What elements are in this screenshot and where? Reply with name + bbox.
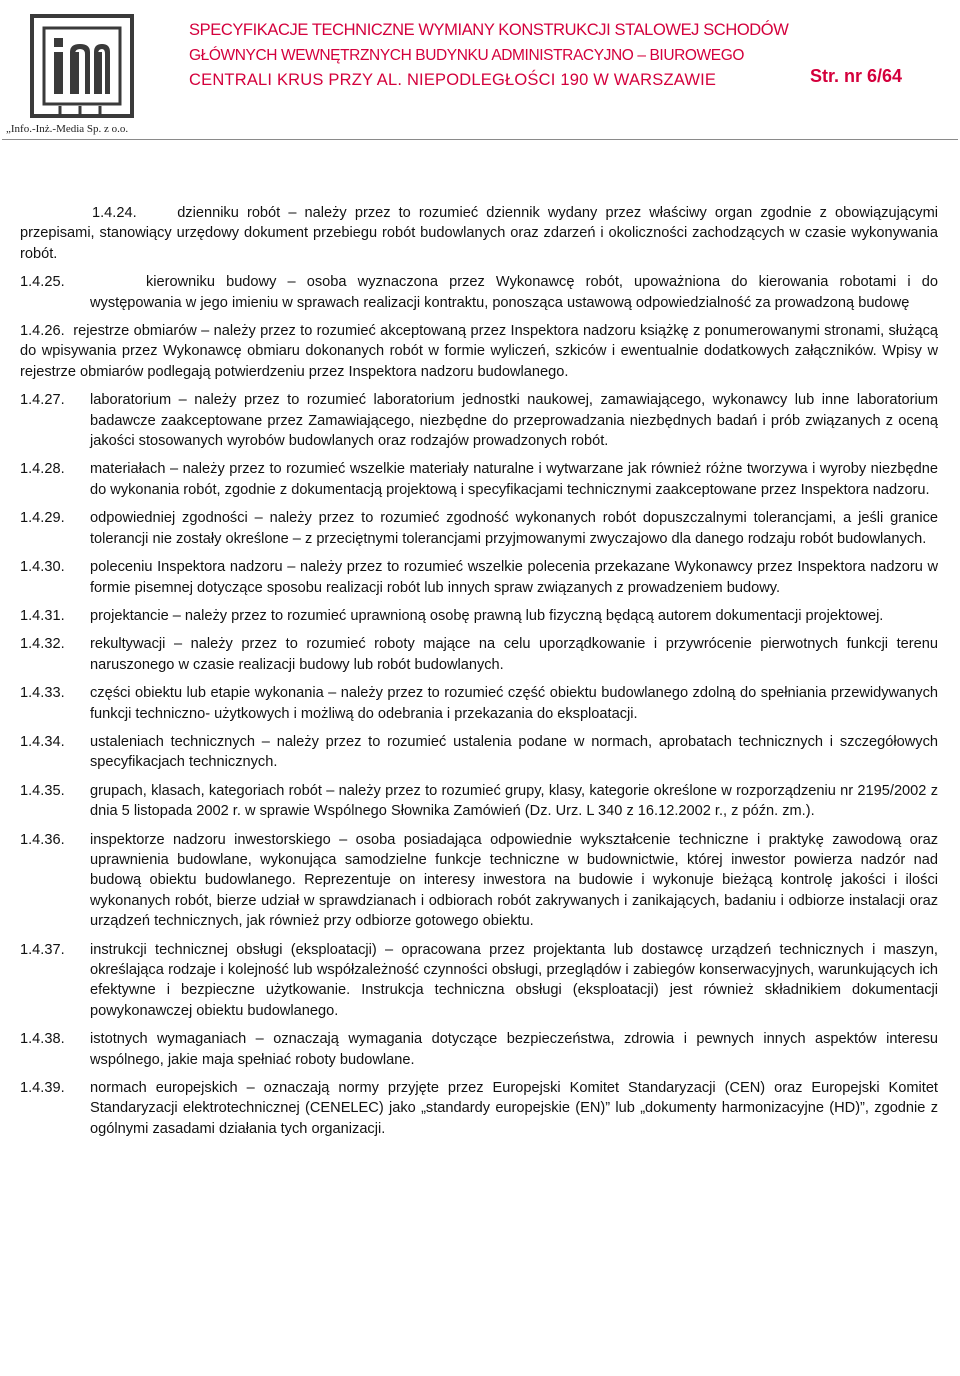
definition-item (20, 781, 938, 822)
definition-number: 1.4.36. (20, 831, 65, 848)
definition-item (20, 1029, 938, 1070)
definition-item (20, 321, 938, 382)
definition-item (20, 830, 938, 932)
definition-item (20, 557, 938, 598)
definition-text: inspektorze nadzoru inwestorskiego – osoba posiadająca odpowiednie wykształcenie techniczne i praktykę zawodową oraz uprawnienia budowlane, wykonująca samodzielne funkcje techniczne w budownictwie, której inwestor powierza nadzór nad budową obiektu budowlanego. Reprezentuje on interesy inwestora na budowie i wykonuje bieżącą kontrolę jakości i ilości wykonanych robót, bierze udział w sprawdzianach i odbiorach robót zakrywanych i zanikających, badaniu i odbiorze instalacji oraz urządzeń technicznych, jak również przy odbiorze gotowego obiektu. (90, 831, 938, 930)
definition-text: grupach, klasach, kategoriach robót – należy przez to rozumieć grupy, klasy, kategorie określone w rozporządzeniu nr 2195/2002 z dnia 5 listopada 2002 r. w sprawie Wspólnego Słownika Zamówień (Dz. Urz. L 340 z 16.12.2002 r., z późn. zm.). (90, 782, 938, 820)
definition-item (20, 390, 938, 451)
page-number: Str. nr 6/64 (810, 66, 903, 86)
definition-item (20, 606, 938, 626)
definition-number: 1.4.27. (20, 392, 65, 409)
definition-item (20, 683, 938, 724)
title-line-2: GŁÓWNYCH WEWNĘTRZNYCH BUDYNKU ADMINISTRACYJNO – BIUROWEGO (189, 47, 745, 64)
definition-text: ustaleniach technicznych – należy przez to rozumieć ustalenia podane w normach, aprobatach technicznych i szczegółowych specyfikacjach technicznych. (90, 733, 938, 771)
definition-item (20, 940, 938, 1022)
page-header (0, 0, 960, 140)
title-line-1: SPECYFIKACJE TECHNICZNE WYMIANY KONSTRUKCJI STALOWEJ SCHODÓW (189, 21, 789, 39)
definition-text: instrukcji technicznej obsługi (eksploatacji) – opracowana przez projektanta lub dostawcę urządzeń technicznych i maszyn, określająca rodzaje i kolejność lub współzależność czynności obsługi, przeglądów i zabiegów konserwacyjnych, warunkujących ich efektywne i bezpieczne użytkowanie. Instrukcja techniczna obsługi (eksploatacji) jest również składnikiem dokumentacji powykonawczej obiektu budowlanego. (90, 941, 938, 1019)
definition-item (20, 459, 938, 500)
title-line-3: CENTRALI KRUS PRZY AL. NIEPODLEGŁOŚCI 190 W WARSZAWIE (189, 71, 717, 89)
definition-text: rekultywacji – należy przez to rozumieć roboty mające na celu uporządkowanie i przywrócenie pierwotnych funkcji terenu naruszonego w czasie realizacji budowy lub robót budowlanych. (90, 636, 938, 673)
definition-number: 1.4.38. (20, 1031, 65, 1048)
definitions-list (20, 203, 938, 1139)
definition-item (20, 1078, 938, 1139)
definition-item (20, 508, 938, 549)
definition-text: istotnych wymaganiach – oznaczają wymagania dotyczące bezpieczeństwa, zdrowia i pewnych innych aspektów interesu wspólnego, jakie maja spełniać roboty budowlane. (90, 1031, 938, 1068)
definition-number: 1.4.31. (20, 607, 65, 624)
definition-item (20, 203, 938, 264)
definition-number: 1.4.25. (20, 274, 65, 291)
definition-number: 1.4.32. (20, 636, 65, 653)
definition-number: 1.4.24. (92, 205, 137, 221)
definition-number: 1.4.39. (20, 1080, 65, 1097)
definition-item (20, 272, 938, 313)
company-name: „Info.-Inż.-Media Sp. z o.o. (6, 123, 129, 135)
definition-number: 1.4.34. (20, 733, 65, 750)
definition-text: projektancie – należy przez to rozumieć uprawnioną osobę prawną lub fizyczną będącą autorem dokumentacji projektowej. (90, 607, 884, 624)
definition-text: materiałach – należy przez to rozumieć wszelkie materiały naturalne i wytwarzane jak również różne tworzywa i wyroby niezbędne do wykonania robót, zgodnie z dokumentacją projektową i specyfikacjami technicznymi zaakceptowane przez Inspektora nadzoru. (90, 461, 938, 498)
definition-text: rejestrze obmiarów – należy przez to rozumieć akceptowaną przez Inspektora nadzoru książkę z ponumerowanymi stronami, służącą do wpisywania przez Wykonawcę obmiaru dokonanych robót w formie wyliczeń, szkiców i ewentualnie dodatkowych załączników. Wpisy w rejestrze obmiarów podlegają potwierdzeniu przez Inspektora nadzoru budowlanego. (20, 323, 938, 380)
definition-number: 1.4.26. (20, 323, 65, 340)
definition-item (20, 634, 938, 675)
definition-number: 1.4.30. (20, 559, 65, 576)
definition-text: laboratorium – należy przez to rozumieć laboratorium jednostki naukowej, zamawiającego, wykonawcy lub inne laboratorium badawcze zaakceptowane przez Zamawiającego, niezbędne do przeprowadzania niezbędnych badań i prób związanych z oceną jakości stosowanych wyrobów budowlanych oraz rodzajów prowadzonych robót. (90, 392, 938, 450)
definition-item (20, 732, 938, 773)
definition-number: 1.4.29. (20, 510, 65, 527)
definition-text: odpowiedniej zgodności – należy przez to rozumieć zgodność wykonanych robót dopuszczalnymi tolerancjami, a jeśli granice tolerancji nie zostały określone – z przeciętnymi tolerancjami przyjmowanymi zwyczajowo dla danego rodzaju robót budowlanych. (90, 510, 938, 547)
company-logo (30, 14, 134, 118)
definition-number: 1.4.33. (20, 685, 65, 702)
document-title (189, 18, 809, 93)
definition-text: poleceniu Inspektora nadzoru – należy przez to rozumieć wszelkie polecenia przekazane Wykonawcy przez Inspektora nadzoru w formie pisemnej dotyczące sposobu realizacji robót lub innych spraw związanych z prowadzeniem budowy. (90, 559, 938, 596)
definition-number: 1.4.28. (20, 461, 65, 478)
definition-text: normach europejskich – oznaczają normy przyjęte przez Europejski Komitet Standaryzacji (CEN) oraz Europejski Komitet Standaryzacji elektrotechnicznej (CENELEC) jako „standardy europejskie (EN)” lub „dokumenty harmonizacyjne (HD)”, zgodnie z ogólnymi zasadami działania tych organizacji. (90, 1080, 938, 1137)
definition-text: kierowniku budowy – osoba wyznaczona przez Wykonawcę robót, upoważniona do kierowania robotami i do występowania w jego imieniu w sprawach realizacji kontraktu, ponosząca ustawową odpowiedzialność za prowadzoną budowę (90, 274, 938, 311)
definition-text: części obiektu lub etapie wykonania – należy przez to rozumieć część obiektu budowlanego zdolną do spełniania przewidywanych funkcji techniczno- użytkowych i możliwą do odebrania i przekazania do eksploatacji. (90, 685, 938, 722)
definition-number: 1.4.35. (20, 782, 65, 799)
definition-number: 1.4.37. (20, 941, 65, 958)
definition-text: dzienniku robót – należy przez to rozumieć dziennik wydany przez właściwy organ zgodnie z obowiązującymi przepisami, stanowiący urzędowy dokument przebiegu robót budowlanych oraz zdarzeń i okoliczności zachodzących w czasie wykonywania robót. (20, 205, 938, 262)
header-divider (2, 139, 958, 140)
